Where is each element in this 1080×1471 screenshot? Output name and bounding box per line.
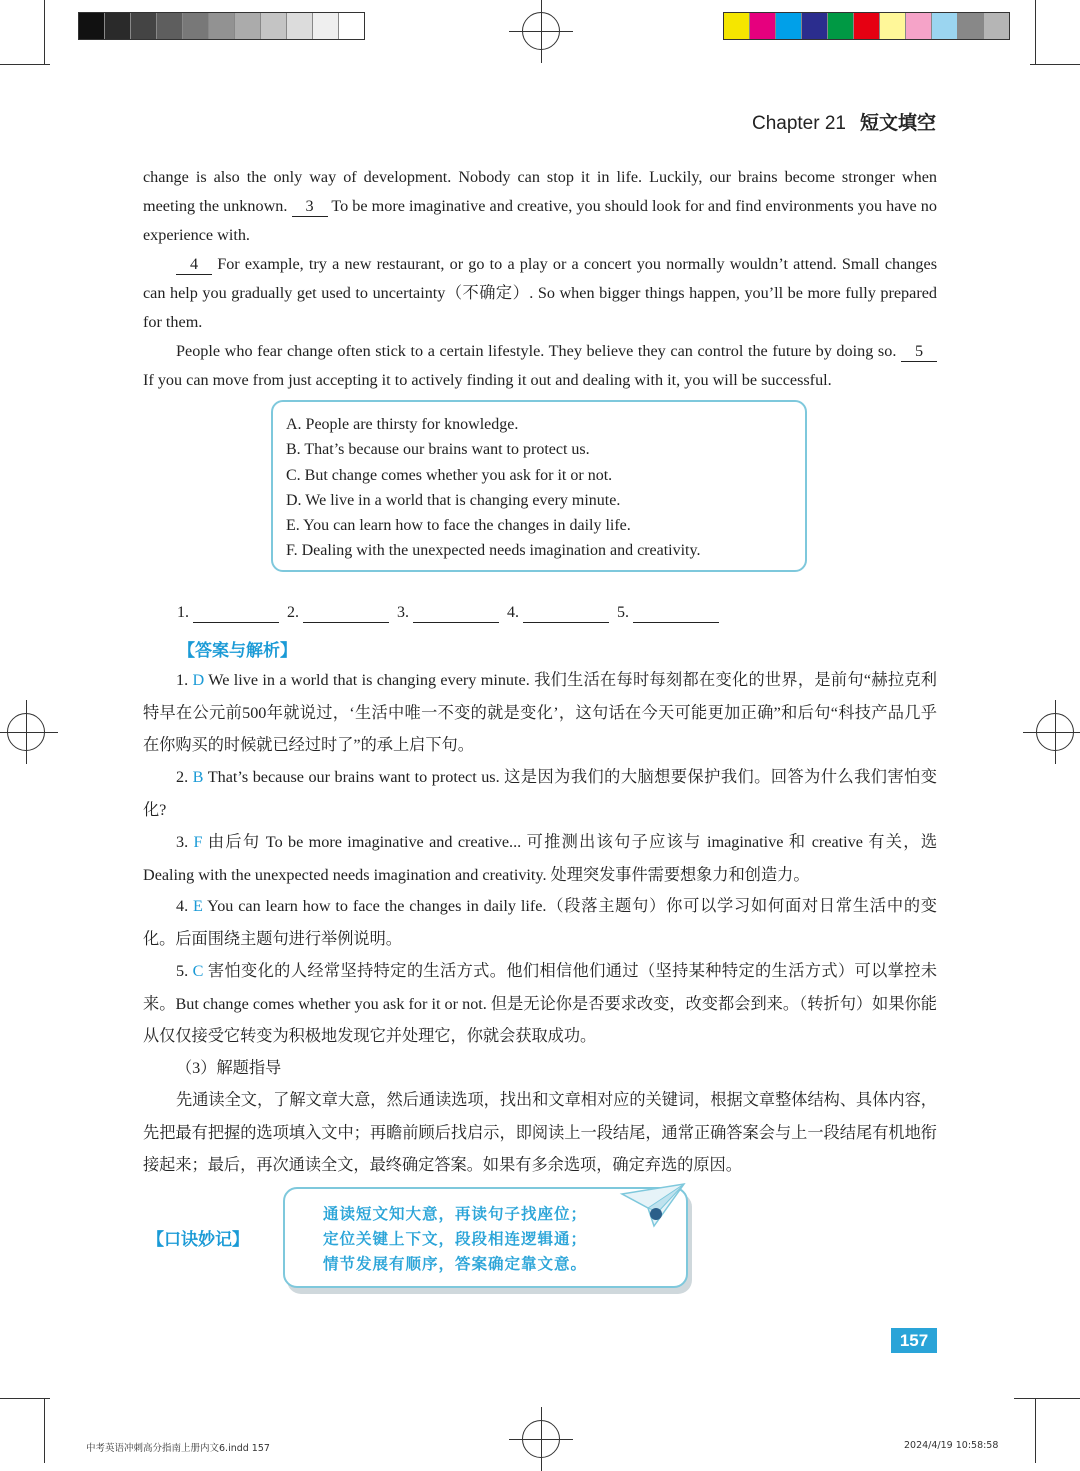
guide-title: （3）解题指导 — [176, 1059, 282, 1077]
answer-blank[interactable] — [303, 604, 389, 623]
mnemonic-line: 定位关键上下文，段段相连逻辑通； — [323, 1229, 588, 1248]
mnemonic-line: 通读短文知大意，再读句子找座位； — [323, 1204, 588, 1223]
page-number: 157 — [891, 1328, 937, 1353]
answer-blank[interactable] — [633, 604, 719, 623]
blank-4: 4 — [176, 254, 212, 275]
crop-mark — [44, 1398, 45, 1463]
chapter-header — [752, 108, 936, 135]
crop-mark — [0, 64, 50, 65]
answer-blank[interactable] — [193, 604, 279, 623]
option-c: C. But change comes whether you ask for it or not. — [286, 466, 613, 484]
answer-line: 1. 2. 3. 4. 5. — [177, 604, 723, 623]
answer-key: B — [192, 768, 204, 786]
chapter-number: Chapter 21 — [751, 113, 846, 134]
blank-3: 3 — [292, 196, 328, 217]
option-e: E. You can learn how to face the changes in daily life. — [286, 517, 631, 535]
mnemonic-title: 【口诀妙记】 — [147, 1230, 249, 1250]
chapter-title: 短文填空 — [859, 113, 936, 134]
guide-text: 先通读全文，了解文章大意，然后通读选项，找出和文章相对应的关键词，根据文章整体结构、具体内容，先把最有把握的选项填入文中；再瞻前顾后找启示，即阅读上一段结尾，通常正确答案会与上一段结尾有机地衔接起来；最后，再次通读全文，最终确定答案。如果有多余选项，确定弃选的原因。 — [143, 1091, 937, 1174]
paper-plane-icon — [618, 1180, 688, 1230]
passage-paragraph-1: change is also the only way of development. Nobody can stop it in life. Luckily, our brains become stronger when meeting the unknown. 3 To be more imaginative and creative, you should look for and find environments you have no experience with. — [143, 168, 937, 244]
blank-5: 5 — [901, 341, 937, 362]
crop-mark — [44, 0, 45, 64]
passage-paragraph-2: 4 For example, try a new restaurant, or go to a play or a concert you normally wouldn’t attend. Small changes can help you gradually get used to uncertainty（不确定）. So when bigger things happen, you’ll be more fully prepared for them. — [143, 255, 938, 331]
answer-key: F — [193, 833, 203, 851]
answer-key: C — [192, 962, 204, 980]
mnemonic-line: 情节发展有顺序，答案确定靠文意。 — [323, 1254, 588, 1273]
registration-mark — [7, 713, 45, 751]
crop-mark — [1035, 1398, 1036, 1463]
analysis-item-3: 3. F 由后句 To be more imaginative and creative... 可推测出该句子应该与 imaginative 和 creative 有关，选 Dealing with the unexpected needs imagination and creativity. 处理突发事件需要想象力和创造力。 — [143, 833, 938, 884]
answer-blank[interactable] — [523, 604, 609, 623]
footer-time: 2024/4/19 10:58:58 — [904, 1440, 999, 1451]
registration-mark — [1036, 713, 1074, 751]
analysis-item-5: 5. C 害怕变化的人经常坚持特定的生活方式。他们相信他们通过（坚持某种特定的生活方式）可以掌控未来。But change comes whether you ask for it or not. 但是无论你是否要求改变，改变都会到来。（转折句）如果你能从仅仅接受它转变为积极地发现它并处理它，你就会获取成功。 — [143, 962, 938, 1045]
crop-mark — [0, 1398, 50, 1399]
analysis-title: 【答案与解析】 — [178, 641, 297, 661]
crop-mark — [1035, 0, 1036, 64]
registration-mark — [522, 12, 560, 50]
footer-file: 中考英语冲刺高分指南上册内文6.indd 157 — [86, 1443, 270, 1454]
color-bar — [723, 12, 1010, 40]
option-f: F. Dealing with the unexpected needs imagination and creativity. — [286, 542, 701, 560]
passage-paragraph-3: People who fear change often stick to a certain lifestyle. They believe they can control the future by doing so. 5 If you can move from just accepting it to actively finding it out and dealing with it, you will be successful. — [143, 337, 937, 395]
analysis-item-1: 1. D We live in a world that is changing every minute. 我们生活在每时每刻都在变化的世界，是前句“赫拉克利特早在公元前500年就说过，‘生活中唯一不变的就是变化’，这句话在今天可能更加正确”和后句“科技产品几乎在你购买的时候就已经过时了”的承上启下句。 — [143, 671, 937, 754]
options-box — [271, 400, 807, 572]
answer-key: E — [192, 897, 203, 915]
crop-mark — [1014, 1398, 1080, 1399]
registration-mark — [522, 1420, 560, 1458]
crop-mark — [1030, 64, 1080, 65]
grayscale-bar — [78, 12, 365, 40]
option-d: D. We live in a world that is changing every minute. — [286, 491, 621, 509]
analysis-item-2: 2. B That’s because our brains want to protect us. 这是因为我们的大脑想要保护我们。回答为什么我们害怕变化? — [143, 768, 937, 819]
option-b: B. That’s because our brains want to protect us. — [286, 441, 590, 459]
option-a: A. People are thirsty for knowledge. — [286, 416, 519, 433]
answer-key: D — [192, 671, 205, 689]
analysis-item-4: 4. E You can learn how to face the changes in daily life.（段落主题句）你可以学习如何面对日常生活中的变化。后面围绕主题句进行举例说明。 — [143, 897, 937, 948]
answer-blank[interactable] — [413, 604, 499, 623]
